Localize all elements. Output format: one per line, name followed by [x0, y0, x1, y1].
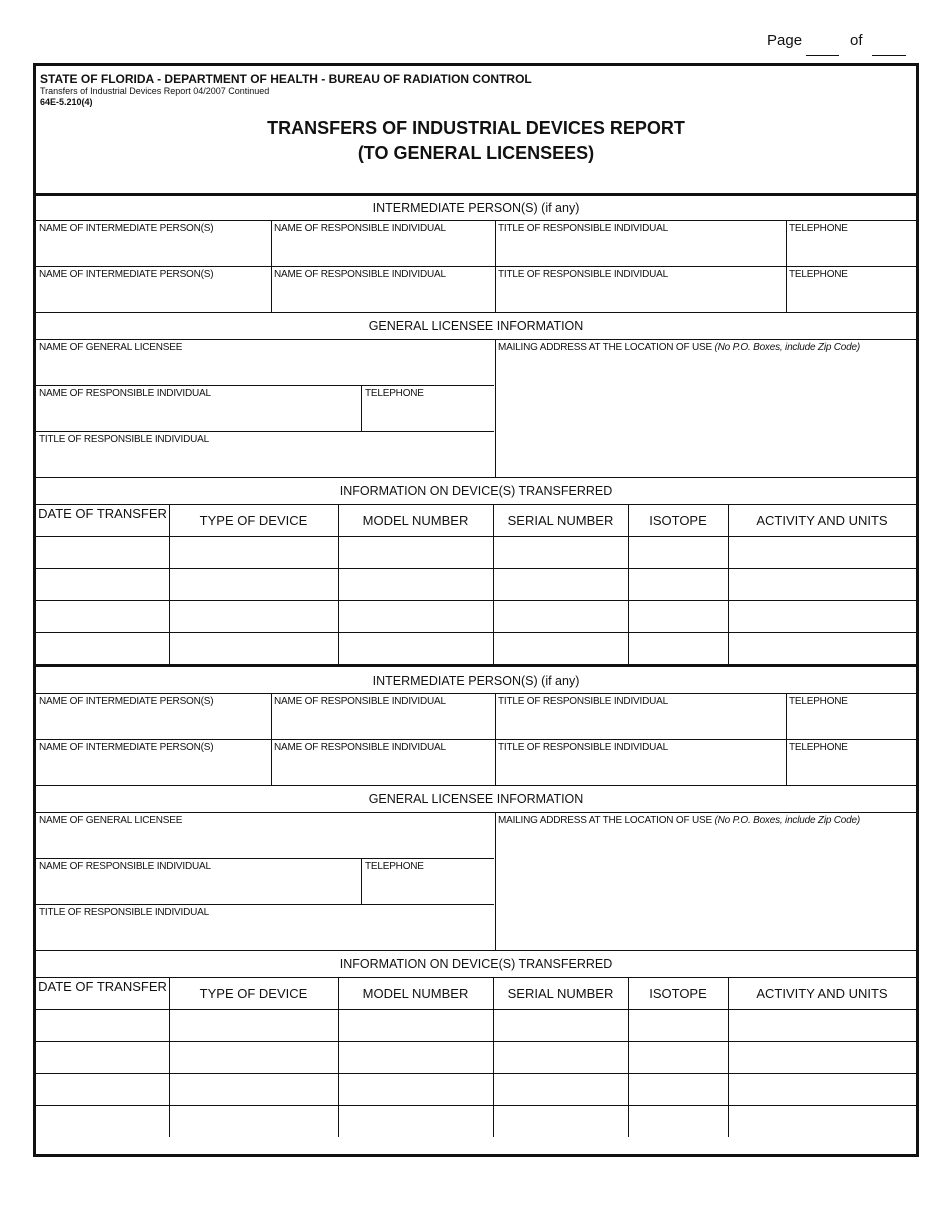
block1-general-section-title: GENERAL LICENSEE INFORMATION: [368, 319, 584, 333]
column-divider: [169, 977, 170, 1137]
block2-general-telephone-label: TELEPHONE: [365, 861, 424, 872]
block2-device-row-3-serial-number[interactable]: [495, 1075, 626, 1103]
column-divider: [271, 693, 272, 785]
block1-mailing-address-label: [498, 342, 860, 353]
block2-intermediate-title-field[interactable]: [496, 754, 786, 784]
block2-col-header-isotope: ISOTOPE: [649, 986, 707, 1001]
block1-col-header-serial-number: SERIAL NUMBER: [507, 513, 614, 528]
rule-line: [36, 1041, 916, 1042]
column-divider: [169, 504, 170, 664]
block2-col-header-type-of-device: TYPE OF DEVICE: [199, 986, 308, 1001]
block2-device-row-2-type-of-device[interactable]: [171, 1043, 336, 1071]
block1-device-row-3-activity-and-units[interactable]: [730, 602, 914, 630]
rule-line: [36, 785, 916, 786]
block1-device-row-2-type-of-device[interactable]: [171, 570, 336, 598]
block2-device-row-4-model-number[interactable]: [340, 1107, 491, 1135]
block-divider: [36, 664, 916, 667]
block1-devices-section-title: INFORMATION ON DEVICE(S) TRANSFERRED: [339, 484, 613, 498]
mailing-address-text: MAILING ADDRESS AT THE LOCATION OF USE: [498, 342, 715, 353]
column-divider: [493, 977, 494, 1137]
block2-col-header-date-of-transfer: DATE OF TRANSFER: [38, 979, 167, 994]
transfer-report-form: [33, 63, 919, 1157]
block1-col-header-model-number: MODEL NUMBER: [362, 513, 469, 528]
block2-device-row-1-serial-number[interactable]: [495, 1011, 626, 1039]
block1-col-header-type-of-device: TYPE OF DEVICE: [199, 513, 308, 528]
block1-title-responsible-label: TITLE OF RESPONSIBLE INDIVIDUAL: [498, 223, 668, 234]
rule-line: [36, 1073, 916, 1074]
block2-device-row-4-isotope[interactable]: [630, 1107, 726, 1135]
block2-device-row-4-date-of-transfer[interactable]: [38, 1107, 167, 1135]
block2-name-general-label: NAME OF GENERAL LICENSEE: [39, 815, 183, 826]
column-divider: [628, 977, 629, 1137]
block1-device-row-3-isotope[interactable]: [630, 602, 726, 630]
block1-intermediate-name-field[interactable]: [36, 235, 271, 265]
rule-line: [36, 504, 916, 505]
block1-device-row-3-model-number[interactable]: [340, 602, 491, 630]
page-number-field[interactable]: [806, 55, 839, 56]
mailing-address-note: (No P.O. Boxes, include Zip Code): [714, 815, 861, 826]
block2-general-name-field[interactable]: [36, 827, 494, 857]
block2-devices-section-title: INFORMATION ON DEVICE(S) TRANSFERRED: [339, 957, 613, 971]
header-divider: [36, 193, 916, 196]
block1-device-row-4-model-number[interactable]: [340, 634, 491, 662]
column-divider: [271, 220, 272, 312]
block2-intermediate-telephone-field[interactable]: [787, 708, 915, 738]
block1-general-title-label: TITLE OF RESPONSIBLE INDIVIDUAL: [39, 434, 209, 445]
block2-device-row-2-isotope[interactable]: [630, 1043, 726, 1071]
mailing-address-note: (No P.O. Boxes, include Zip Code): [714, 342, 861, 353]
block1-intermediate-responsible-field[interactable]: [272, 235, 495, 265]
block1-intermediate-telephone-field[interactable]: [787, 281, 915, 311]
column-divider: [338, 504, 339, 664]
block1-device-row-4-isotope[interactable]: [630, 634, 726, 662]
block2-device-row-2-model-number[interactable]: [340, 1043, 491, 1071]
block2-device-row-3-activity-and-units[interactable]: [730, 1075, 914, 1103]
mailing-address-text: MAILING ADDRESS AT THE LOCATION OF USE: [498, 815, 715, 826]
block1-col-header-isotope: ISOTOPE: [649, 513, 707, 528]
rule-line: [36, 568, 916, 569]
block2-general-section-title: GENERAL LICENSEE INFORMATION: [368, 792, 584, 806]
block1-device-row-1-model-number[interactable]: [340, 538, 491, 566]
block1-name-intermediate-label: NAME OF INTERMEDIATE PERSON(S): [39, 223, 214, 234]
block1-telephone-label: TELEPHONE: [789, 269, 848, 280]
block2-device-row-3-type-of-device[interactable]: [171, 1075, 336, 1103]
block1-device-row-1-isotope[interactable]: [630, 538, 726, 566]
block1-general-responsible-label: NAME OF RESPONSIBLE INDIVIDUAL: [39, 388, 211, 399]
block2-device-row-4-activity-and-units[interactable]: [730, 1107, 914, 1135]
column-divider: [361, 385, 362, 431]
block2-device-row-2-serial-number[interactable]: [495, 1043, 626, 1071]
block2-intermediate-name-field[interactable]: [36, 754, 271, 784]
block1-device-row-4-activity-and-units[interactable]: [730, 634, 914, 662]
rule-line: [36, 266, 916, 267]
rule-line: [36, 600, 916, 601]
block1-general-telephone-label: TELEPHONE: [365, 388, 424, 399]
rule-line: [36, 312, 916, 313]
rule-line: [36, 339, 916, 340]
block1-device-row-4-serial-number[interactable]: [495, 634, 626, 662]
block2-device-row-4-serial-number[interactable]: [495, 1107, 626, 1135]
block1-device-row-1-type-of-device[interactable]: [171, 538, 336, 566]
block1-intermediate-section-title: INTERMEDIATE PERSON(S) (if any): [372, 201, 580, 215]
block2-title-responsible-label: TITLE OF RESPONSIBLE INDIVIDUAL: [498, 696, 668, 707]
block1-intermediate-title-field[interactable]: [496, 281, 786, 311]
block2-device-row-2-activity-and-units[interactable]: [730, 1043, 914, 1071]
of-label: of: [850, 32, 863, 49]
block2-device-row-3-date-of-transfer[interactable]: [38, 1075, 167, 1103]
block1-device-row-1-activity-and-units[interactable]: [730, 538, 914, 566]
form-subtitle: Transfers of Industrial Devices Report 04/2007 Continued: [40, 86, 270, 96]
block2-name-intermediate-label: NAME OF INTERMEDIATE PERSON(S): [39, 742, 214, 753]
block2-general-telephone-field[interactable]: [362, 873, 494, 903]
block1-device-row-4-date-of-transfer[interactable]: [38, 634, 167, 662]
block2-device-row-3-isotope[interactable]: [630, 1075, 726, 1103]
block1-intermediate-responsible-field[interactable]: [272, 281, 495, 311]
column-divider: [495, 693, 496, 785]
rule-number: 64E-5.210(4): [40, 97, 93, 107]
column-divider: [728, 977, 729, 1137]
block2-device-row-4-type-of-device[interactable]: [171, 1107, 336, 1135]
rule-line: [36, 220, 916, 221]
report-title-line1: TRANSFERS OF INDUSTRIAL DEVICES REPORT: [267, 118, 685, 138]
block1-general-title-field[interactable]: [36, 446, 494, 476]
block2-intermediate-telephone-field[interactable]: [787, 754, 915, 784]
column-divider: [495, 812, 496, 950]
block1-intermediate-name-field[interactable]: [36, 281, 271, 311]
block1-device-row-2-model-number[interactable]: [340, 570, 491, 598]
block2-general-title-field[interactable]: [36, 919, 494, 949]
rule-line: [36, 739, 916, 740]
rule-line: [36, 385, 494, 386]
block1-device-row-1-date-of-transfer[interactable]: [38, 538, 167, 566]
block2-general-responsible-label: NAME OF RESPONSIBLE INDIVIDUAL: [39, 861, 211, 872]
rule-line: [36, 477, 916, 478]
block1-title-responsible-label: TITLE OF RESPONSIBLE INDIVIDUAL: [498, 269, 668, 280]
column-divider: [786, 220, 787, 312]
block1-device-row-2-date-of-transfer[interactable]: [38, 570, 167, 598]
block1-col-header-date-of-transfer: DATE OF TRANSFER: [38, 506, 167, 521]
rule-line: [36, 858, 494, 859]
block2-device-row-1-date-of-transfer[interactable]: [38, 1011, 167, 1039]
block1-device-row-2-isotope[interactable]: [630, 570, 726, 598]
column-divider: [361, 858, 362, 904]
block2-mailing-address-label: [498, 815, 860, 826]
block2-col-header-serial-number: SERIAL NUMBER: [507, 986, 614, 1001]
block1-name-intermediate-label: NAME OF INTERMEDIATE PERSON(S): [39, 269, 214, 280]
block1-name-responsible-label: NAME OF RESPONSIBLE INDIVIDUAL: [274, 223, 446, 234]
block2-general-responsible-field[interactable]: [36, 873, 360, 903]
block2-device-row-1-model-number[interactable]: [340, 1011, 491, 1039]
block1-general-name-field[interactable]: [36, 354, 494, 384]
block2-telephone-label: TELEPHONE: [789, 696, 848, 707]
block1-general-responsible-field[interactable]: [36, 400, 360, 430]
block1-device-row-3-serial-number[interactable]: [495, 602, 626, 630]
rule-line: [36, 1105, 916, 1106]
column-divider: [786, 693, 787, 785]
column-divider: [495, 339, 496, 477]
column-divider: [728, 504, 729, 664]
block2-name-intermediate-label: NAME OF INTERMEDIATE PERSON(S): [39, 696, 214, 707]
rule-line: [36, 812, 916, 813]
block2-general-title-label: TITLE OF RESPONSIBLE INDIVIDUAL: [39, 907, 209, 918]
block1-telephone-label: TELEPHONE: [789, 223, 848, 234]
block1-device-row-1-serial-number[interactable]: [495, 538, 626, 566]
block2-intermediate-responsible-field[interactable]: [272, 708, 495, 738]
block1-device-row-4-type-of-device[interactable]: [171, 634, 336, 662]
block1-mailing-address-field[interactable]: [496, 354, 915, 472]
block1-device-row-2-serial-number[interactable]: [495, 570, 626, 598]
block2-telephone-label: TELEPHONE: [789, 742, 848, 753]
page-label: Page: [767, 32, 803, 49]
block1-intermediate-telephone-field[interactable]: [787, 235, 915, 265]
block1-device-row-3-type-of-device[interactable]: [171, 602, 336, 630]
rule-line: [36, 1009, 916, 1010]
rule-line: [36, 950, 916, 951]
block1-general-telephone-field[interactable]: [362, 400, 494, 430]
rule-line: [36, 977, 916, 978]
block1-device-row-3-date-of-transfer[interactable]: [38, 602, 167, 630]
block1-col-header-activity-and-units: ACTIVITY AND UNITS: [756, 513, 888, 528]
rule-line: [36, 693, 916, 694]
column-divider: [495, 220, 496, 312]
column-divider: [493, 504, 494, 664]
agency-header: STATE OF FLORIDA - DEPARTMENT OF HEALTH - BUREAU OF RADIATION CONTROL: [40, 72, 532, 86]
block1-name-general-label: NAME OF GENERAL LICENSEE: [39, 342, 183, 353]
column-divider: [628, 504, 629, 664]
block2-col-header-activity-and-units: ACTIVITY AND UNITS: [756, 986, 888, 1001]
report-title-line2: (TO GENERAL LICENSEES): [357, 143, 595, 163]
block2-device-row-3-model-number[interactable]: [340, 1075, 491, 1103]
block2-device-row-2-date-of-transfer[interactable]: [38, 1043, 167, 1071]
block1-intermediate-title-field[interactable]: [496, 235, 786, 265]
block2-intermediate-name-field[interactable]: [36, 708, 271, 738]
block2-name-responsible-label: NAME OF RESPONSIBLE INDIVIDUAL: [274, 696, 446, 707]
rule-line: [36, 904, 494, 905]
page-total-field[interactable]: [872, 55, 906, 56]
block2-device-row-1-isotope[interactable]: [630, 1011, 726, 1039]
column-divider: [338, 977, 339, 1137]
rule-line: [36, 431, 494, 432]
block1-name-responsible-label: NAME OF RESPONSIBLE INDIVIDUAL: [274, 269, 446, 280]
block1-device-row-2-activity-and-units[interactable]: [730, 570, 914, 598]
block2-intermediate-title-field[interactable]: [496, 708, 786, 738]
block2-mailing-address-field[interactable]: [496, 827, 915, 945]
rule-line: [36, 536, 916, 537]
block2-intermediate-section-title: INTERMEDIATE PERSON(S) (if any): [372, 674, 580, 688]
block2-intermediate-responsible-field[interactable]: [272, 754, 495, 784]
block2-name-responsible-label: NAME OF RESPONSIBLE INDIVIDUAL: [274, 742, 446, 753]
block2-device-row-1-activity-and-units[interactable]: [730, 1011, 914, 1039]
block2-col-header-model-number: MODEL NUMBER: [362, 986, 469, 1001]
block2-title-responsible-label: TITLE OF RESPONSIBLE INDIVIDUAL: [498, 742, 668, 753]
block2-device-row-1-type-of-device[interactable]: [171, 1011, 336, 1039]
rule-line: [36, 632, 916, 633]
